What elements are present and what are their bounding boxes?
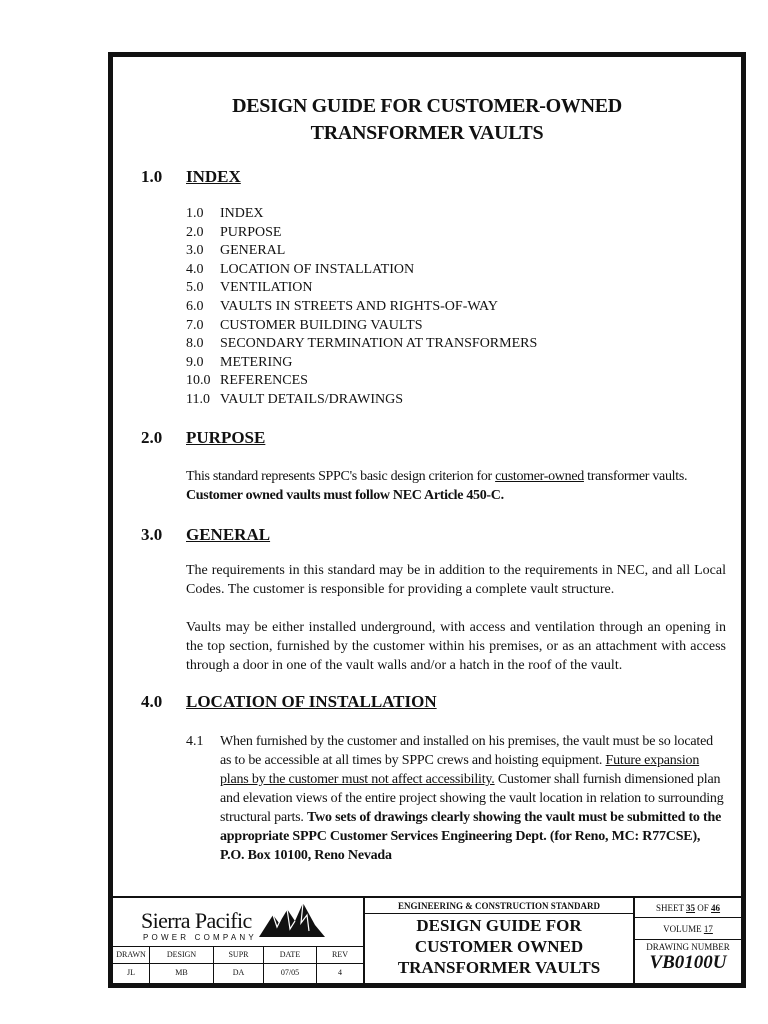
location-item-text xyxy=(220,732,725,865)
purpose-text-b: transformer vaults. xyxy=(583,469,688,484)
volume-number: 17 xyxy=(703,924,713,934)
title-block-value-cell: MB xyxy=(175,968,188,977)
index-list-item xyxy=(186,279,313,297)
index-list-item xyxy=(186,205,264,223)
title-block-value-cell: 4 xyxy=(338,968,342,977)
index-list-item xyxy=(186,298,498,316)
grid-line xyxy=(113,963,363,964)
section-heading-general: GENERAL xyxy=(186,525,271,544)
section-heading-purpose: PURPOSE xyxy=(186,428,266,447)
section-heading-location: LOCATION OF INSTALLATION xyxy=(186,692,437,711)
index-item-label: METERING xyxy=(220,354,293,370)
index-item-number: 2.0 xyxy=(186,224,204,240)
guide-line3: TRANSFORMER VAULTS xyxy=(397,958,601,977)
index-item-number: 6.0 xyxy=(186,299,204,314)
index-item-number: 1.0 xyxy=(186,206,204,221)
document-frame xyxy=(108,52,746,988)
sheet-label: SHEET xyxy=(655,903,684,913)
index-list-item xyxy=(186,242,285,260)
of-label: OF xyxy=(697,903,709,913)
drawing-number: VB0100U xyxy=(649,952,727,973)
index-item-label: GENERAL xyxy=(220,243,286,259)
drawing-number-label: DRAWING NUMBER xyxy=(646,942,730,952)
volume-label: VOLUME xyxy=(663,924,702,934)
general-paragraph-2: Vaults may be either installed underground, with access and ventilation through an opening in the top section, furnished by the customer within his premises, or as an attachment with access through a door in one of the vault walls and/or a hatch in the roof of the vault. xyxy=(186,620,726,673)
purpose-bold-line: Customer owned vaults must follow NEC Article 450-C. xyxy=(186,488,504,503)
index-item-label: LOCATION OF INSTALLATION xyxy=(220,261,415,277)
document-title-line1: DESIGN GUIDE FOR CUSTOMER-OWNED xyxy=(232,95,622,117)
mountain-logo-icon xyxy=(257,901,327,939)
grid-line xyxy=(113,946,363,947)
index-item-label: REFERENCES xyxy=(220,373,308,389)
index-list-item xyxy=(186,261,414,279)
section-number-purpose: 2.0 xyxy=(141,428,163,447)
title-block-header-cell: DATE xyxy=(279,950,301,959)
volume-info xyxy=(635,924,741,934)
index-item-number: 3.0 xyxy=(186,243,204,259)
index-list-item xyxy=(186,354,292,372)
location-text-a: When furnished by the customer and installed on his premises, the vault must be so located as to be accessible at all times by SPPC crews and hoisting equipment. xyxy=(220,734,713,768)
location-text-underlined: Future expansion plans by the customer must not affect accessibility. xyxy=(220,753,700,787)
index-item-number: 5.0 xyxy=(186,280,204,296)
index-item-label: INDEX xyxy=(220,206,264,221)
index-item-number: 10.0 xyxy=(186,373,211,389)
index-item-label: PURPOSE xyxy=(220,224,282,240)
purpose-text-a: This standard represents SPPC's basic design criterion for xyxy=(186,469,496,484)
index-item-label: VAULT DETAILS/DRAWINGS xyxy=(220,392,404,407)
logo-subtitle: POWER COMPANY xyxy=(143,933,257,942)
section-number-index: 1.0 xyxy=(141,167,163,186)
index-list-item xyxy=(186,391,403,409)
sheet-total: 46 xyxy=(711,903,721,913)
location-text-b: Customer shall furnish dimensioned plan and elevation views of the entire project showing the vault location in relation to surrounding structural parts. xyxy=(220,772,724,825)
location-text-bold: Two sets of drawings clearly showing the vault must be submitted to the appropriate SPPC Customer Services Engineering Dept. (for Reno, MC: R77CSE), P.O. Box 10100, Reno Nevada xyxy=(220,810,722,863)
index-item-number: 7.0 xyxy=(186,317,204,333)
title-block-value-cell: DA xyxy=(232,968,245,977)
grid-line xyxy=(365,913,633,914)
document-title-line2: TRANSFORMER VAULTS xyxy=(310,122,544,144)
purpose-paragraph xyxy=(186,467,726,505)
index-item-label: CUSTOMER BUILDING VAULTS xyxy=(220,317,423,333)
section-number-general: 3.0 xyxy=(141,525,163,544)
guide-line2: CUSTOMER OWNED xyxy=(414,937,584,956)
section-heading-index: INDEX xyxy=(186,167,241,186)
sheet-info xyxy=(635,903,741,913)
grid-line xyxy=(635,939,741,940)
index-item-number: 11.0 xyxy=(186,392,210,407)
index-item-number: 9.0 xyxy=(186,354,204,370)
title-block-header-cell: SUPR xyxy=(228,950,249,959)
index-item-label: VENTILATION xyxy=(220,280,313,296)
section-number-location: 4.0 xyxy=(141,692,163,711)
general-paragraph-1: The requirements in this standard may be in addition to the requirements in NEC, and all Local Codes. The customer is responsible for providing a complete vault structure. xyxy=(186,563,726,597)
title-block-value-cell: 07/05 xyxy=(280,968,300,977)
index-item-label: VAULTS IN STREETS AND RIGHTS-OF-WAY xyxy=(220,299,498,314)
grid-line xyxy=(635,917,741,918)
title-block-header-cell: DRAWN xyxy=(116,950,146,959)
index-list-item xyxy=(186,335,537,353)
purpose-text-underlined: customer-owned xyxy=(495,469,584,484)
sheet-number: 35 xyxy=(686,903,696,913)
index-item-number: 8.0 xyxy=(186,336,204,352)
location-item-number: 4.1 xyxy=(186,734,204,749)
standard-label: ENGINEERING & CONSTRUCTION STANDARD xyxy=(397,901,601,911)
title-block-value-cell: JL xyxy=(127,968,135,977)
title-block-header-cell: REV xyxy=(332,950,348,959)
title-block-header-cell: DESIGN xyxy=(166,950,197,959)
index-item-label: SECONDARY TERMINATION AT TRANSFORMERS xyxy=(220,336,538,352)
logo-company-name: Sierra Pacific xyxy=(141,908,252,933)
design-guide-title xyxy=(365,915,633,978)
index-list-item xyxy=(186,317,423,335)
index-list-item xyxy=(186,224,281,242)
company-logo xyxy=(113,898,363,946)
index-list-item xyxy=(186,372,308,390)
index-item-number: 4.0 xyxy=(186,261,204,277)
guide-line1: DESIGN GUIDE FOR xyxy=(416,916,582,935)
